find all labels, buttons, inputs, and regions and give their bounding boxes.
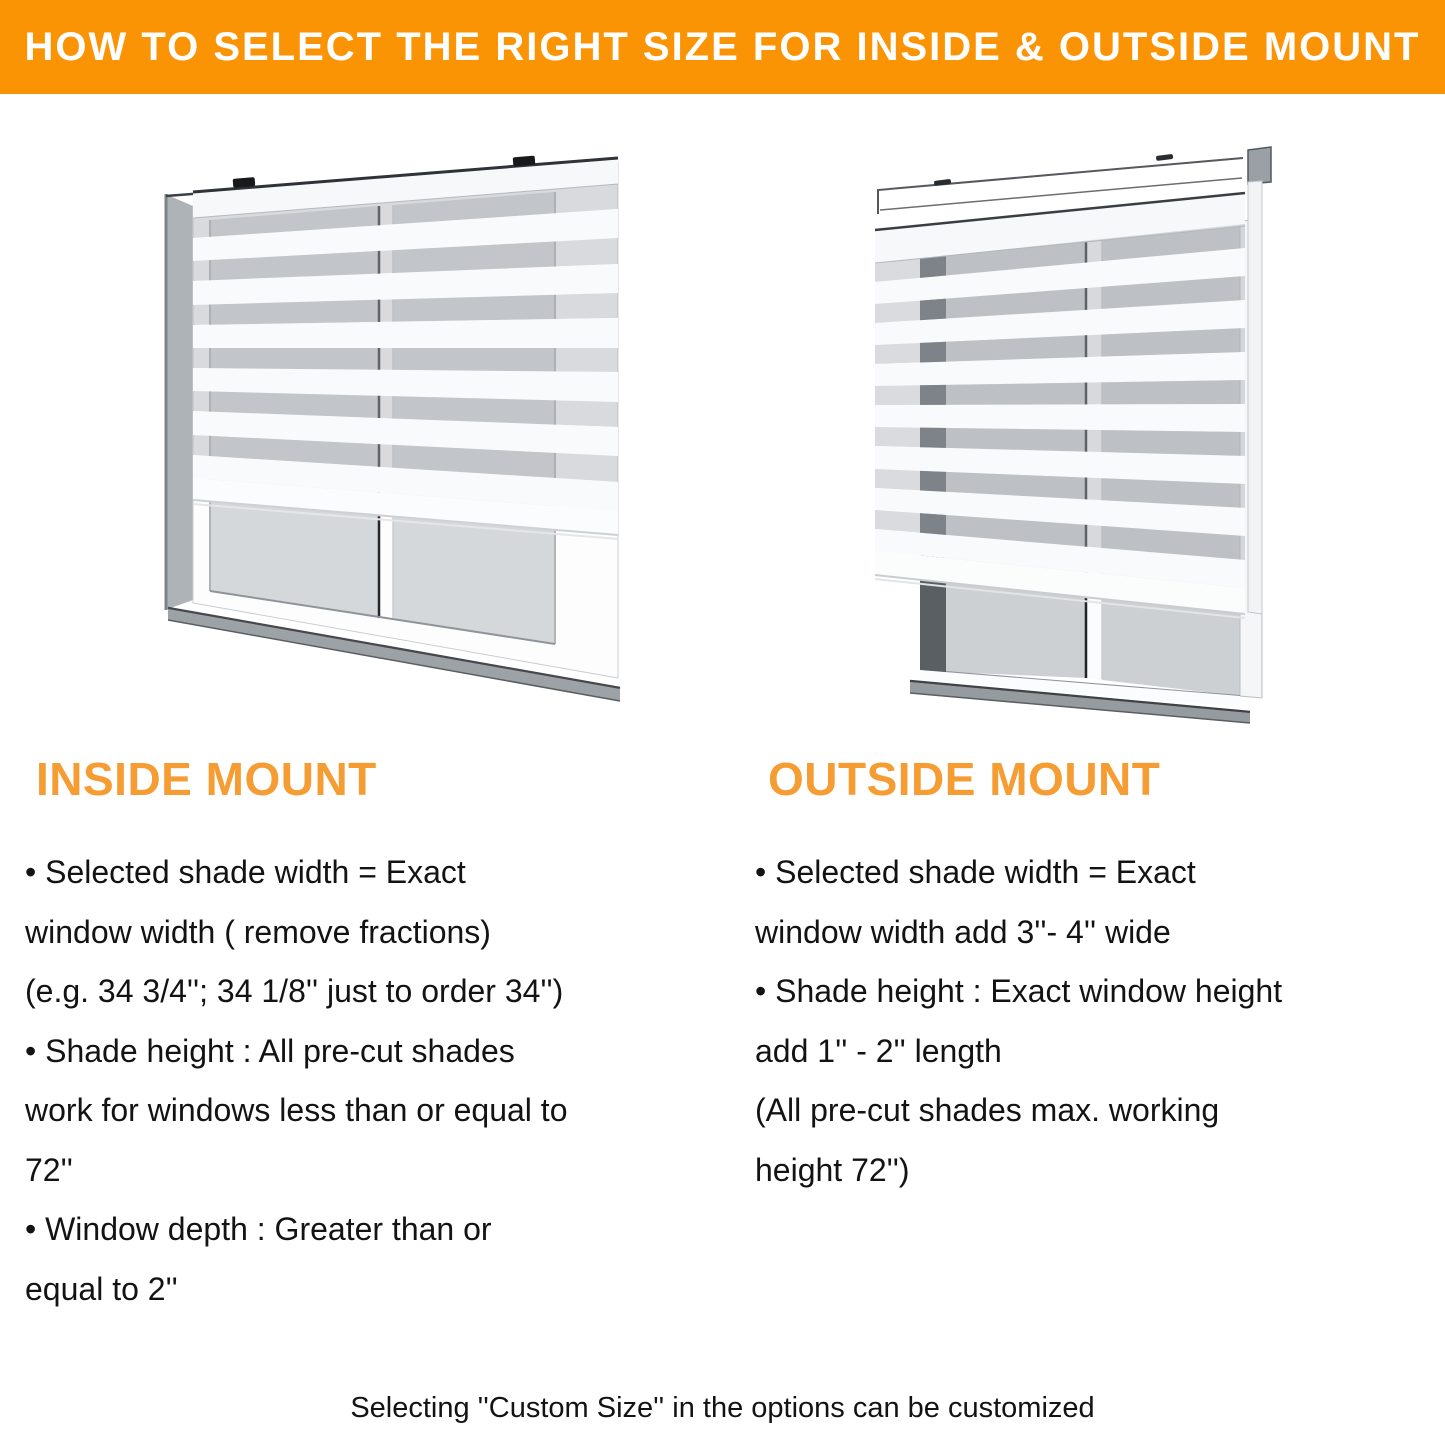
bullet-line: height 72'') (755, 1151, 910, 1188)
bullet-line: • Selected shade width = Exact (25, 854, 466, 890)
mount-bracket-icon (233, 177, 256, 188)
outside-mount-bullets (755, 843, 1445, 1200)
bullet-line: (All pre-cut shades max. working (755, 1092, 1220, 1128)
bullet-line: window width add 3''- 4'' wide (755, 913, 1171, 950)
zebra-stripes (193, 184, 618, 511)
outside-mount-illustration (850, 136, 1370, 726)
bullet-line: • Shade height : Exact window height (755, 973, 1283, 1009)
mount-bracket-icon (513, 156, 536, 167)
mount-bracket-icon (1248, 147, 1271, 184)
zebra-stripes (875, 224, 1245, 588)
inside-mount-heading: INSIDE MOUNT (36, 753, 377, 805)
bullet-line: add 1'' - 2'' length (755, 1032, 1002, 1069)
bullet-line: (e.g. 34 3/4''; 34 1/8'' just to order 34'') (25, 973, 564, 1009)
inside-mount-illustration (153, 148, 623, 708)
banner-title: HOW TO SELECT THE RIGHT SIZE FOR INSIDE & OUTSIDE MOUNT (24, 24, 1421, 69)
bullet-line: window width ( remove fractions) (25, 913, 491, 950)
mount-bracket-icon (934, 179, 951, 186)
bullet-line: • Window depth : Greater than or (25, 1211, 492, 1247)
zebra-blind (875, 178, 1262, 618)
bullet-line: • Shade height : All pre-cut shades (25, 1032, 515, 1069)
inside-mount-bullets (25, 843, 720, 1319)
custom-size-note: Selecting ''Custom Size'' in the options can be customized (350, 1392, 1095, 1424)
zebra-blind (193, 156, 618, 539)
banner (0, 0, 1445, 94)
mount-bracket-icon (1156, 154, 1173, 161)
bullet-line: equal to 2'' (25, 1270, 178, 1307)
outside-mount-heading: OUTSIDE MOUNT (768, 753, 1161, 805)
bullet-line: • Selected shade width = Exact (755, 854, 1196, 890)
bullet-line: 72'' (25, 1151, 73, 1188)
bullet-line: work for windows less than or equal to (25, 1092, 568, 1128)
